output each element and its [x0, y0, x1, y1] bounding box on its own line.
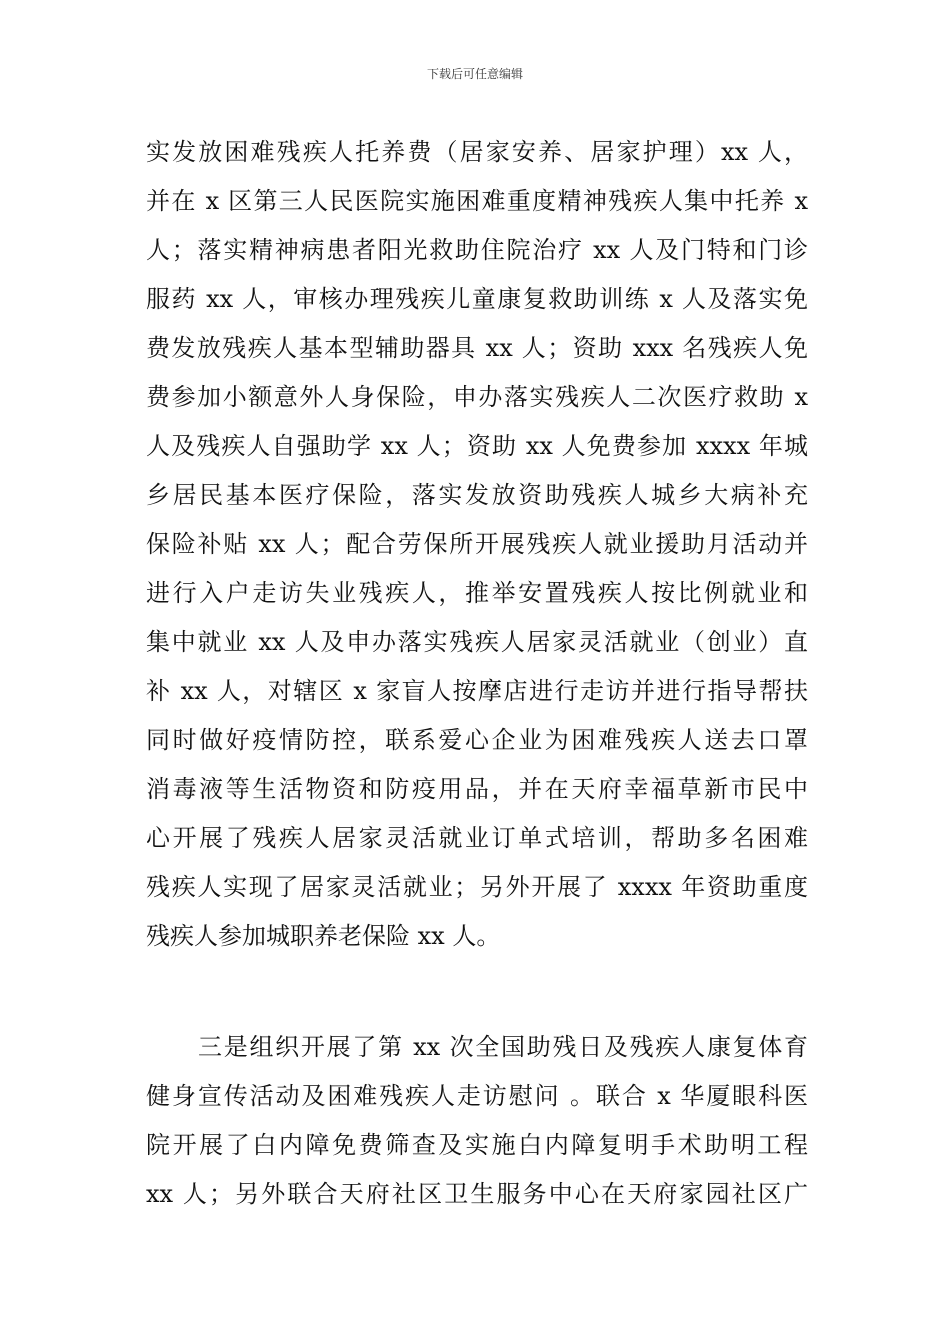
paragraph-line: 残疾人实现了居家灵活就业；另外开展了 xxxx 年资助重度 [146, 873, 808, 901]
paragraph-line: 人；落实精神病患者阳光救助住院治疗 xx 人及门特和门诊 [146, 236, 808, 264]
paragraph-line: 实发放困难残疾人托养费（居家安养、居家护理）xx 人， [146, 138, 808, 166]
paragraph-line: 补 xx 人，对辖区 x 家盲人按摩店进行走访并进行指导帮扶 [146, 677, 808, 705]
paragraph-line: 院开展了白内障免费筛查及实施白内障复明手术助明工程 [146, 1131, 808, 1159]
paragraph-line: 同时做好疫情防控，联系爱心企业为困难残疾人送去口罩 [146, 726, 808, 754]
paragraph-line: 并在 x 区第三人民医院实施困难重度精神残疾人集中托养 x [146, 187, 808, 215]
paragraph-line: 进行入户走访失业残疾人，推举安置残疾人按比例就业和 [146, 579, 808, 607]
paragraph-line: 心开展了残疾人居家灵活就业订单式培训，帮助多名困难 [146, 824, 808, 852]
paragraph-line: 集中就业 xx 人及申办落实残疾人居家灵活就业（创业）直 [146, 628, 808, 656]
paragraph-line: 服药 xx 人，审核办理残疾儿童康复救助训练 x 人及落实免 [146, 285, 808, 313]
paragraph-line: 保险补贴 xx 人；配合劳保所开展残疾人就业援助月活动并 [146, 530, 808, 558]
paragraph-line: 乡居民基本医疗保险，落实发放资助残疾人城乡大病补充 [146, 481, 808, 509]
paragraph-line: 费发放残疾人基本型辅助器具 xx 人；资助 xxx 名残疾人免 [146, 334, 808, 362]
paragraph-first-line: 三是组织开展了第 xx 次全国助残日及残疾人康复体育 [198, 1033, 808, 1061]
paragraph-line: 健身宣传活动及困难残疾人走访慰问 。联合 x 华厦眼科医 [146, 1082, 808, 1110]
paragraph-line-last: 残疾人参加城职养老保险 xx 人。 [146, 922, 501, 950]
paragraph-line: 人及残疾人自强助学 xx 人；资助 xx 人免费参加 xxxx 年城 [146, 432, 808, 460]
paragraph-line: 费参加小额意外人身保险，申办落实残疾人二次医疗救助 x [146, 383, 808, 411]
page-header: 下载后可任意编辑 [426, 67, 523, 81]
paragraph-line: xx 人；另外联合天府社区卫生服务中心在天府家园社区广 [146, 1180, 808, 1208]
paragraph-line: 消毒液等生活物资和防疫用品，并在天府幸福草新市民中 [146, 775, 808, 803]
